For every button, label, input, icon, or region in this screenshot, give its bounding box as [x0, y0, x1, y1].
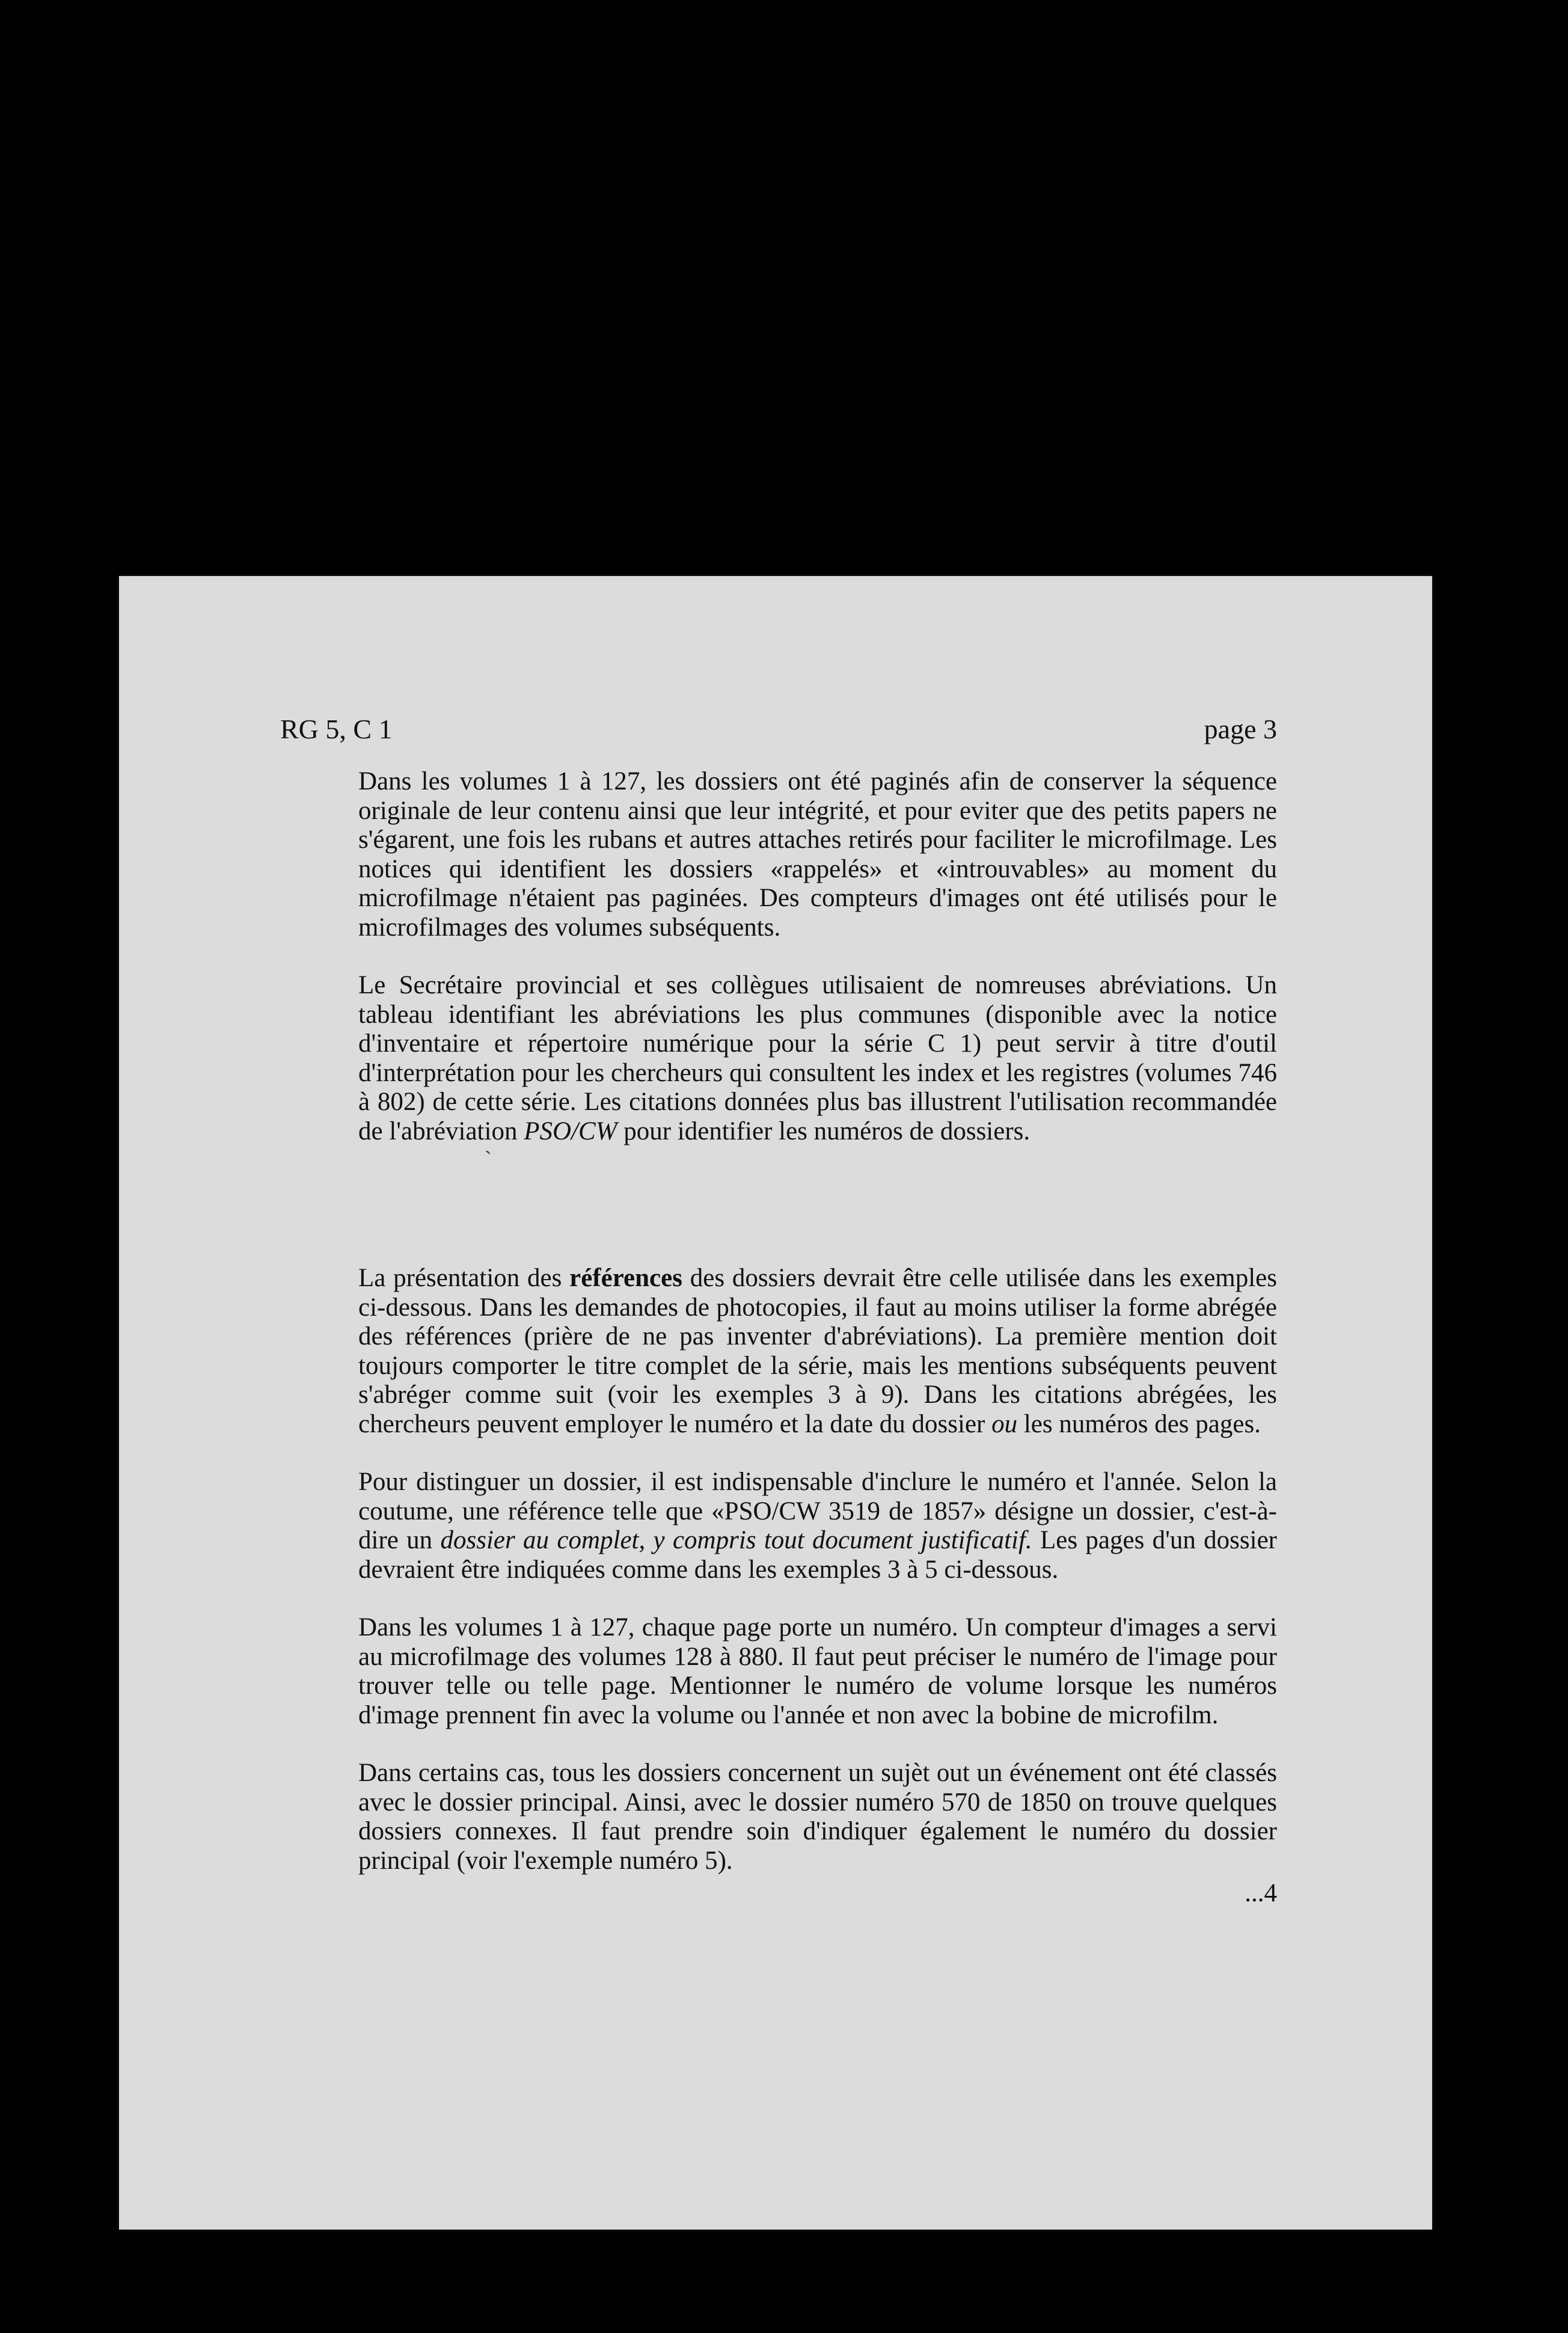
paragraph-text: pour identifier les numéros de dossiers.	[617, 1117, 1031, 1145]
paragraph-references	[358, 1264, 1277, 1439]
paragraph-text: La présentation des	[358, 1264, 570, 1292]
paragraph-text: des dossiers devrait être celle utilisée dans les exemples ci-dessous. Dans les demandes de photocopies, il faut au moins utiliser la forme abrégée des références (prière de ne pas inventer d'abréviations). La première mention doit toujours comporter le titre complet de la série, mais les mentions subséquents peuvent s'abréger comme suit (voir les exemples 3 à 9). Dans les citations abrégées, les chercheurs peuvent employer le numéro et la date du dossier	[358, 1264, 1277, 1438]
page-body	[358, 767, 1277, 1908]
paragraph-distinguish-dossier	[358, 1468, 1277, 1584]
page-number: page 3	[1204, 714, 1277, 744]
paragraph-abbreviations	[358, 971, 1277, 1146]
series-reference: RG 5, C 1	[280, 714, 393, 744]
paragraph-text: Le Secrétaire provincial et ses collègues utilisaient de nomreuses abréviations. Un tableau identifiant les abréviations les plus communes (disponible avec la notice d'inventaire et répertoire numérique pour la série C 1) peut servir à titre d'outil d'interprétation pour les chercheurs qui consultent les index et les registres (volumes 746 à 802) de cette série. Les citations données plus bas illustrent l'utilisation recommandée de l'abréviation	[358, 971, 1277, 1145]
paragraph-pagination: Dans les volumes 1 à 127, les dossiers ont été paginés afin de conserver la séquence originale de leur contenu ainsi que leur intégrité, et pour eviter que des petits papers ne s'égarent, une fois les rubans et autres attaches retirés pour faciliter le microfilmage. Les notices qui identifient les dossiers «rappelés» et «introuvables» au moment du microfilmage n'étaient pas paginées. Des compteurs d'images ont été utilisés pour le microfilmages des volumes subséquents.	[358, 767, 1277, 942]
stray-mark: `	[485, 1147, 492, 1171]
emphasis-text: dossier au complet, y compris tout document justificatif.	[440, 1526, 1032, 1554]
paragraph-text: les numéros des pages.	[1017, 1409, 1261, 1438]
paragraph-text: Les pages d'un dossier devraient être indiquées comme dans les exemples 3 à 5 ci-dessous.	[358, 1526, 1277, 1584]
emphasis-text: ou	[991, 1409, 1018, 1438]
paragraph-related-dossiers: Dans certains cas, tous les dossiers concernent un sujèt out un événement ont été classés avec le dossier principal. Ainsi, avec le dossier numéro 570 de 1850 on trouve quelques dossiers connexes. Il faut prendre soin d'indiquer également le numéro du dossier principal (voir l'exemple numéro 5).	[358, 1759, 1277, 1875]
paragraph-image-counter: Dans les volumes 1 à 127, chaque page porte un numéro. Un compteur d'images a servi au microfilmage des volumes 128 à 880. Il faut peut préciser le numéro de l'image pour trouver telle ou telle page. Mentionner le numéro de volume lorsque les numéros d'image prennent fin avec la volume ou l'année et non avec la bobine de microfilm.	[358, 1613, 1277, 1729]
document-page	[119, 576, 1432, 2230]
page-header	[280, 713, 1277, 745]
bold-text: références	[569, 1264, 682, 1292]
paragraph-text: Pour distinguer un dossier, il est indispensable d'inclure le numéro et l'année. Selon la coutume, une référence telle que «PSO/CW 3519 de 1857» désigne un dossier, c'est-à-dire un	[358, 1468, 1277, 1554]
emphasis-text: PSO/CW	[524, 1117, 617, 1145]
continuation-marker: ...4	[1245, 1879, 1277, 1907]
